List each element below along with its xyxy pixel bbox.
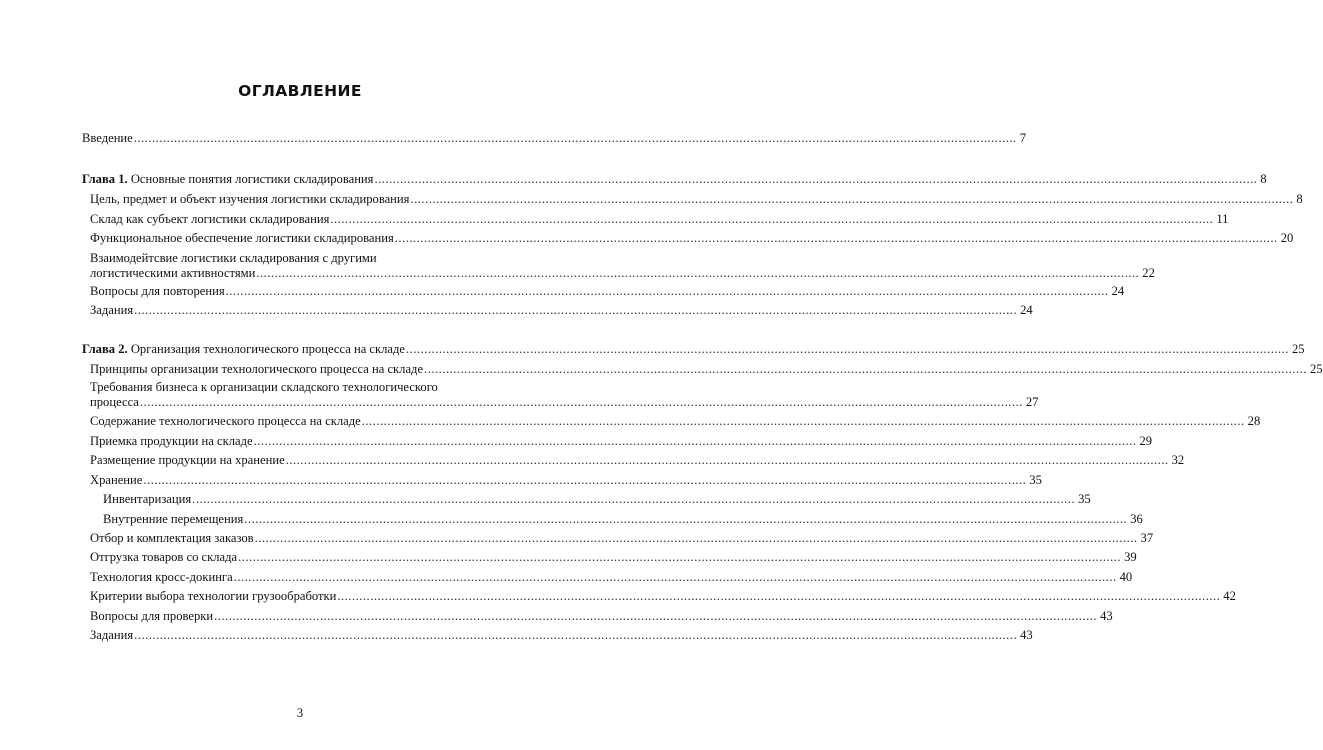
toc-entry-page: 29 — [1139, 434, 1153, 448]
toc-entry-label: Склад как субъект логистики складирования — [90, 212, 330, 226]
toc-leader-dots — [406, 342, 1289, 357]
toc-entry-page: 11 — [1216, 212, 1229, 226]
toc-entry-page: 43 — [1100, 609, 1113, 623]
toc-leader-dots — [254, 434, 1137, 449]
toc-leader-dots — [238, 550, 1121, 565]
toc-leader-dots — [192, 492, 1075, 507]
toc-entry[interactable] — [90, 434, 1153, 449]
toc-entry-intro[interactable] — [82, 131, 1026, 146]
toc-entry-label: Размещение продукции на хранение — [90, 453, 285, 467]
toc-entry-label: Приемка продукции на складе — [90, 434, 253, 448]
toc-entry-label: Хранение — [90, 473, 143, 487]
toc-entry-page: 25 — [1309, 362, 1323, 376]
toc-entry-page: 27 — [1025, 395, 1039, 409]
toc-leader-dots — [424, 362, 1307, 377]
toc-leader-dots — [256, 266, 1139, 281]
toc-entry-page: 8 — [1260, 172, 1267, 186]
toc-leader-dots — [134, 628, 1017, 643]
toc-entry-label: Принципы организации технологического процесса на складе — [90, 362, 424, 376]
toc-leader-dots — [374, 172, 1257, 187]
toc-entry-label: Критерии выбора технологии грузообработки — [90, 589, 337, 603]
toc-entry-label-line2: процесса — [90, 395, 139, 409]
toc-entry[interactable] — [90, 453, 1185, 468]
toc-entry-page: 32 — [1171, 453, 1185, 467]
toc-leader-dots — [140, 395, 1023, 410]
toc-entry-label-line1: Требования бизнеса к организации складского технологического — [90, 380, 438, 394]
toc-entry[interactable] — [90, 473, 1042, 488]
toc-entry-label: Цель, предмет и объект изучения логистики складирования — [90, 192, 410, 206]
toc-entry-page: 7 — [1019, 131, 1026, 145]
toc-leader-dots — [134, 303, 1017, 318]
toc-entry-multiline[interactable] — [90, 380, 1039, 410]
toc-leader-dots — [395, 231, 1278, 246]
toc-entry-page: 35 — [1078, 492, 1091, 506]
toc-subentry[interactable] — [103, 512, 1143, 527]
toc-entry-page: 39 — [1124, 550, 1137, 564]
toc-entry-page: 35 — [1029, 473, 1042, 487]
toc-entry-label: Отбор и комплектация заказов — [90, 531, 254, 545]
toc-entry-label: Содержание технологического процесса на складе — [90, 414, 361, 428]
toc-entry-page: 20 — [1280, 231, 1294, 245]
toc-leader-dots — [244, 512, 1127, 527]
toc-entry[interactable] — [90, 284, 1125, 299]
toc-entry-label: Функциональное обеспечение логистики складирования — [90, 231, 394, 245]
toc-entry-label: Технология кросс-докинга — [90, 570, 233, 584]
toc-entry[interactable] — [90, 414, 1261, 429]
toc-entry-label: Введение — [82, 131, 133, 145]
toc-entry[interactable] — [90, 531, 1154, 546]
toc-entry[interactable] — [90, 589, 1236, 604]
toc-entry[interactable] — [90, 628, 1033, 643]
toc-entry[interactable] — [90, 609, 1113, 624]
toc-entry-label: Инвентаризация — [103, 492, 192, 506]
toc-chapter-2[interactable] — [82, 342, 1305, 357]
toc-entry[interactable] — [90, 212, 1229, 227]
chapter-prefix: Глава 1. — [82, 172, 128, 186]
toc-leader-dots — [286, 453, 1169, 468]
toc-leader-dots — [330, 212, 1213, 227]
toc-entry-label: Вопросы для повторения — [90, 284, 225, 298]
toc-entry-page: 24 — [1020, 303, 1033, 317]
toc-entry-page: 36 — [1130, 512, 1143, 526]
toc-leader-dots — [337, 589, 1220, 604]
page-title: ОГЛАВЛЕНИЕ — [238, 82, 362, 100]
toc-leader-dots — [134, 131, 1017, 146]
toc-subentry[interactable] — [103, 492, 1091, 507]
toc-entry-multiline[interactable] — [90, 251, 1155, 281]
toc-entry-label: Отгрузка товаров со склада — [90, 550, 238, 564]
toc-entry-label: Внутренние перемещения — [103, 512, 244, 526]
toc-entry-page: 25 — [1291, 342, 1305, 356]
toc-entry-label-line1: Взаимодейтсвие логистики складирования с другими — [90, 251, 377, 265]
toc-entry[interactable] — [90, 192, 1303, 207]
toc-entry[interactable] — [90, 303, 1033, 318]
toc-leader-dots — [226, 284, 1109, 299]
toc-leader-dots — [143, 473, 1026, 488]
toc-leader-dots — [214, 609, 1097, 624]
toc-leader-dots — [234, 570, 1117, 585]
toc-leader-dots — [255, 531, 1138, 546]
toc-entry-label-line2: логистическими активностями — [90, 266, 256, 280]
toc-entry-page: 42 — [1223, 589, 1236, 603]
toc-leader-dots — [410, 192, 1293, 207]
toc-entry-label: Основные понятия логистики складирования — [130, 172, 374, 186]
toc-entry[interactable] — [90, 362, 1323, 377]
toc-entry-label: Задания — [90, 628, 134, 642]
toc-entry-page: 8 — [1296, 192, 1303, 206]
toc-entry-page: 28 — [1247, 414, 1261, 428]
toc-entry[interactable] — [90, 231, 1294, 246]
toc-entry-page: 24 — [1111, 284, 1125, 298]
toc-entry[interactable] — [90, 570, 1133, 585]
toc-entry-page: 40 — [1119, 570, 1133, 584]
toc-entry-label: Организация технологического процесса на складе — [130, 342, 406, 356]
toc-entry-page: 37 — [1140, 531, 1154, 545]
toc-entry-label: Задания — [90, 303, 134, 317]
toc-entry-page: 22 — [1142, 266, 1155, 280]
toc-entry-label: Вопросы для проверки — [90, 609, 214, 623]
chapter-prefix: Глава 2. — [82, 342, 128, 356]
toc-entry-page: 43 — [1020, 628, 1033, 642]
page-number: 3 — [296, 706, 304, 720]
toc-chapter-1[interactable] — [82, 172, 1267, 187]
toc-leader-dots — [362, 414, 1245, 429]
toc-entry[interactable] — [90, 550, 1137, 565]
